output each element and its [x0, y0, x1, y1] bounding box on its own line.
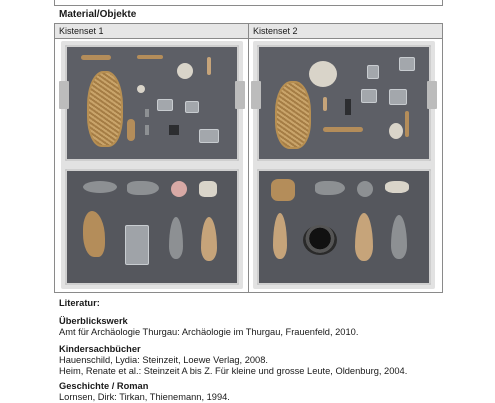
lower-tray: [257, 169, 431, 285]
spindle-whorl: [357, 181, 373, 197]
wood-piece: [405, 111, 409, 137]
stone-flake: [385, 181, 409, 193]
bead: [137, 85, 145, 93]
stone-disc: [309, 61, 337, 87]
group-title-kindersachbuecher: Kindersachbücher: [59, 344, 141, 354]
straw-shoe: [275, 81, 311, 149]
column-header-kistenset-2: Kistenset 2: [253, 26, 298, 36]
bone-needle: [323, 97, 327, 111]
stone-blade: [391, 215, 407, 259]
tray-handle: [251, 81, 261, 109]
kistenset-2-photo: [253, 41, 435, 289]
wood-piece: [127, 119, 135, 141]
sample-box: [361, 89, 377, 103]
literature-heading: Literatur:: [59, 298, 100, 308]
bone-blade: [355, 213, 373, 261]
literature-entry: Lornsen, Dirk: Tirkan, Thienemann, 1994.: [59, 392, 230, 402]
column-divider: [248, 24, 249, 292]
straw-shoe: [87, 71, 123, 147]
sample-box: [185, 101, 199, 113]
upper-tray: [257, 45, 431, 161]
literature-entry: Amt für Archäologie Thurgau: Archäologie im Thurgau, Frauenfeld, 2010.: [59, 327, 359, 337]
stone-axe: [83, 181, 117, 193]
antler-rod: [323, 127, 363, 132]
material-table: [54, 23, 443, 293]
flint-chip: [145, 125, 149, 135]
sample-box: [399, 57, 415, 71]
stone-disc: [389, 123, 403, 139]
ceramic-pot: [303, 225, 337, 255]
antler-rod: [137, 55, 163, 59]
tray-handle: [59, 81, 69, 109]
spindle-whorl: [171, 181, 187, 197]
stone-axe: [315, 181, 345, 195]
glass-container: [125, 225, 149, 265]
literature-entry: Heim, Renate et al.: Steinzeit A bis Z. Für kleine und grosse Leute, Oldenburg, 2004.: [59, 366, 408, 376]
stone-axe: [127, 181, 159, 195]
stone-blade: [169, 217, 183, 259]
sample-box: [157, 99, 173, 111]
bone-tool: [81, 55, 111, 60]
group-title-ueberblickswerk: Überblickswerk: [59, 316, 128, 326]
stone-disc: [177, 63, 193, 79]
tray-handle: [235, 81, 245, 109]
upper-tray: [65, 45, 239, 161]
charcoal: [345, 99, 351, 115]
group-title-geschichte-roman: Geschichte / Roman: [59, 381, 149, 391]
stone-flake: [199, 181, 217, 197]
bone-needle: [207, 57, 211, 75]
column-header-kistenset-1: Kistenset 1: [59, 26, 104, 36]
sample-box: [199, 129, 219, 143]
antler-hoe: [271, 179, 295, 201]
bone-blade: [273, 213, 287, 259]
sample-box: [367, 65, 379, 79]
literature-entry: Hauenschild, Lydia: Steinzeit, Loewe Verlag, 2008.: [59, 355, 268, 365]
section-title: Material/Objekte: [59, 9, 137, 20]
charcoal: [169, 125, 179, 135]
previous-table-bottom: [54, 0, 443, 6]
tray-handle: [427, 81, 437, 109]
antler-hoe: [83, 211, 105, 257]
bone-blade: [201, 217, 217, 261]
kistenset-1-photo: [61, 41, 243, 289]
flint-chip: [145, 109, 149, 117]
sample-box: [389, 89, 407, 105]
lower-tray: [65, 169, 239, 285]
